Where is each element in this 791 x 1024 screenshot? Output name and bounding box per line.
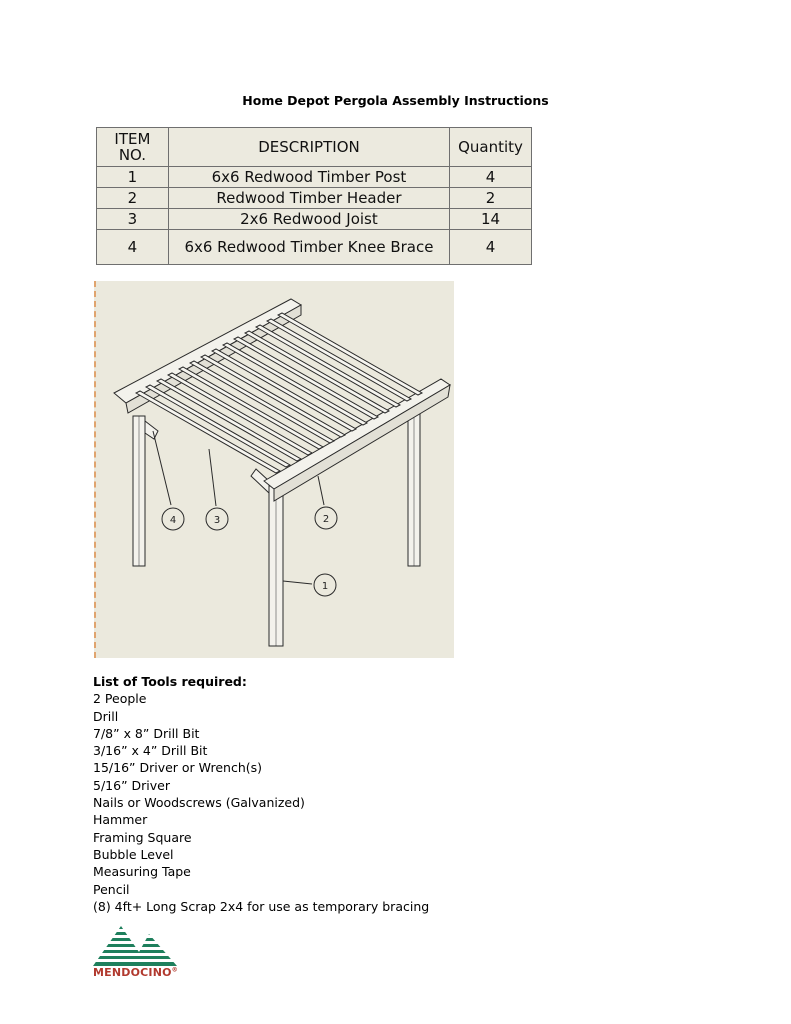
- callout-4: [162, 508, 184, 530]
- row-item: 1: [97, 167, 169, 188]
- leader-3: [209, 449, 216, 506]
- list-item: 5/16” Driver: [93, 777, 170, 793]
- list-item: (8) 4ft+ Long Scrap 2x4 for use as temporary bracing: [93, 898, 430, 914]
- list-item: 2 People: [93, 691, 147, 707]
- list-item: 3/16” x 4” Drill Bit: [93, 743, 208, 759]
- list-item: Nails or Woodscrews (Galvanized): [93, 795, 305, 811]
- list-item: 15/16” Driver or Wrench(s): [93, 760, 263, 776]
- callout-1-label: 1: [321, 581, 329, 592]
- table-row: [97, 188, 532, 209]
- table-row: [97, 167, 532, 188]
- logo-stripes: [93, 926, 179, 966]
- mendocino-logo: [93, 924, 179, 980]
- parts-table: [96, 127, 532, 265]
- list-item: Framing Square: [93, 829, 192, 845]
- callout-2: [315, 507, 337, 529]
- leader-4: [153, 431, 171, 505]
- tools-list: [93, 673, 429, 915]
- header-left: [114, 299, 301, 403]
- header-item-no: [97, 128, 169, 167]
- list-item: Drill: [93, 708, 119, 724]
- row-item: 2: [97, 188, 169, 209]
- pergola-illustration: [96, 281, 454, 658]
- header-quantity: Quantity: [450, 128, 532, 167]
- row-description: Redwood Timber Header: [168, 188, 449, 209]
- row-description: 6x6 Redwood Timber Knee Brace: [168, 230, 449, 265]
- mountain-logo-icon: [93, 924, 179, 966]
- document-title: Home Depot Pergola Assembly Instructions: [242, 93, 549, 108]
- logo-wordmark: [93, 966, 178, 979]
- row-quantity: 4: [450, 167, 532, 188]
- post-back-right: [408, 401, 420, 566]
- tools-heading: List of Tools required:: [93, 674, 247, 689]
- row-description: 2x6 Redwood Joist: [168, 209, 449, 230]
- list-item: Hammer: [93, 812, 148, 828]
- header-item-line2: NO.: [118, 146, 147, 164]
- header-description: DESCRIPTION: [168, 128, 449, 167]
- callout-1: [314, 574, 336, 596]
- callout-3: [206, 508, 228, 530]
- registered-mark: ®: [171, 966, 178, 974]
- leader-1: [283, 581, 312, 584]
- joists: [136, 313, 422, 473]
- row-quantity: 2: [450, 188, 532, 209]
- leader-2: [318, 476, 324, 505]
- row-quantity: 14: [450, 209, 532, 230]
- callout-3-label: 3: [213, 515, 221, 526]
- header-right-face: [274, 385, 450, 501]
- row-item: 4: [97, 230, 169, 265]
- table-row: [97, 230, 532, 265]
- header-item-line1: ITEM: [114, 130, 151, 148]
- parts-table-header-row: [97, 128, 532, 167]
- table-row: [97, 209, 532, 230]
- row-item: 3: [97, 209, 169, 230]
- list-item: 7/8” x 8” Drill Bit: [93, 725, 200, 741]
- post-back-left: [133, 416, 145, 566]
- list-item: Bubble Level: [93, 846, 174, 862]
- row-description: 6x6 Redwood Timber Post: [168, 167, 449, 188]
- row-quantity: 4: [450, 230, 532, 265]
- knee-brace: [145, 421, 158, 439]
- logo-name: MENDOCINO: [93, 966, 172, 979]
- list-item: Measuring Tape: [93, 864, 191, 880]
- callout-2-label: 2: [322, 514, 330, 525]
- callout-4-label: 4: [169, 515, 177, 526]
- pergola-drawing: [94, 281, 454, 658]
- list-item: Pencil: [93, 881, 130, 897]
- post-front: [269, 486, 283, 646]
